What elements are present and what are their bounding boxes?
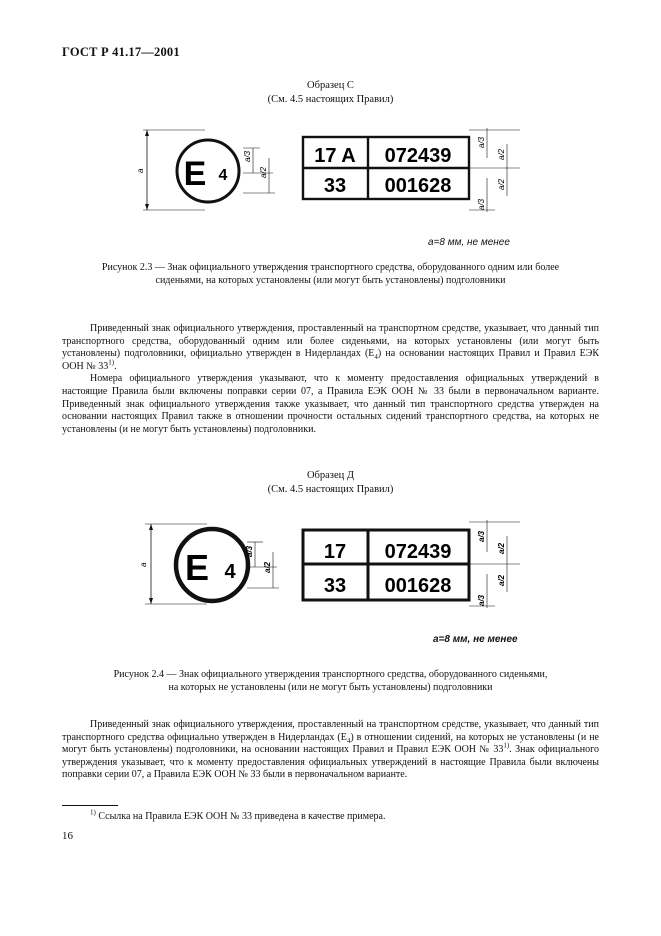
arrow-top (145, 130, 149, 136)
box-row2-left: 33 (323, 575, 347, 597)
document-header: ГОСТ Р 41.17—2001 (62, 45, 180, 59)
sample-d-title: Образец Д (306, 470, 355, 481)
box-dim-a2-top: a/2 (497, 542, 506, 554)
box-row2-right: 001628 (384, 175, 452, 197)
footnote (90, 808, 386, 822)
paragraph: Приведенный знак официального утверждения, проставленный на транспортном средстве, указывает, что данный тип транспортного средства, оборудованный одним или более сиденьями, на которых установлены (или могут быть установлены) подголовники, официально утвержден в Нидерландах $(E_4)$ на основании настоящих Правил и Правил ЕЭК ООН № 33$^{1)}$. (62, 323, 599, 372)
emblem-number: 4 (224, 561, 236, 583)
box-dim-a3-bottom: a/3 (477, 198, 486, 210)
sample-c-ref: (См. 4.5 настоящих Правил) (267, 94, 394, 105)
emblem-letter: E (183, 155, 207, 193)
footnote-mark: 1) (90, 808, 96, 817)
explanation-sample-d (62, 719, 599, 782)
box-dim-a3-top: a/3 (477, 136, 486, 148)
dim-label-a: a (139, 562, 148, 567)
sample-c-title: Образец С (307, 80, 354, 91)
box-dim-a3-top: a/3 (477, 530, 486, 542)
arrow-bottom (145, 204, 149, 210)
caption-line: на которых не установлены (или не могут быть установлены) подголовники (168, 681, 493, 693)
sample-c-heading (0, 79, 661, 107)
dim-label-a2-emblem: a/2 (263, 561, 272, 573)
sample-c-size-note: a=8 мм, не менее (428, 237, 510, 248)
caption-line: сиденьями, на которых установлены (или могут быть установлены) подголовники (155, 274, 506, 286)
paragraph: Приведенный знак официального утверждения, проставленный на транспортном средстве, указывает, что данный тип транспортного средства официально утвержден в Нидерландах $(E_4)$ в отношении сидений, на которых не установлены (и не могут быть установлены) подголовники, на основании настоящих Правил и Правил ЕЭК ООН № 33$^{1)}$. Знак официального утверждения указывает, что к моменту предоставления официальных утверждений в настоящие Правила были включены поправки серии 07, а Правила ЕЭК ООН № 33 были в первоначальном варианте. (62, 719, 599, 781)
figure-2-4 (135, 512, 535, 612)
figure-2-4-caption (40, 669, 621, 694)
box-row1-left: 17 A (314, 145, 356, 167)
caption-line: Рисунок 2.4 — Знак официального утверждения транспортного средства, оборудованного сиденьями, (113, 669, 548, 680)
sample-d-ref: (См. 4.5 настоящих Правил) (267, 484, 394, 495)
caption-line: Рисунок 2.3 — Знак официального утверждения транспортного средства, оборудованного одним или более (101, 262, 560, 273)
dim-label-a3-emblem: a/3 (243, 150, 252, 162)
explanation-sample-c (62, 323, 599, 436)
footnote-rule (62, 805, 118, 806)
dim-label-a: a (136, 168, 145, 173)
box-row1-right: 072439 (384, 541, 452, 563)
paragraph: Номера официального утверждения указывают, что к моменту предоставления официальных утверждений в настоящие Правила были включены поправки серии 07, а Правила ЕЭК ООН № 33 были в первоначальном варианте. Приведенный знак официального утверждения также указывает, что данный тип транспортного средства утвержден на основании настоящих Правил также в отношении прочности остальных сидений транспортного средства, на которых не установлены (и не могут быть установлены) подголовники. (62, 373, 599, 435)
box-row1-left: 17 (323, 541, 347, 563)
box-row1-right: 072439 (384, 145, 452, 167)
box-dim-a2-bottom: a/2 (497, 574, 506, 586)
box-row2-right: 001628 (384, 575, 452, 597)
page-number: 16 (62, 830, 73, 842)
box-dim-a3-bottom: a/3 (477, 594, 486, 606)
sample-d-heading (0, 469, 661, 497)
figure-2-3 (135, 120, 535, 220)
footnote-text: Ссылка на Правила ЕЭК ООН № 33 приведена в качестве примера. (95, 811, 386, 822)
dim-label-a3-emblem: a/3 (245, 545, 254, 557)
figure-2-3-caption (40, 262, 621, 287)
box-row2-left: 33 (323, 175, 347, 197)
sample-d-size-note: a=8 мм, не менее (433, 634, 518, 645)
box-dim-a2-top: a/2 (497, 148, 506, 160)
emblem-number: 4 (218, 167, 228, 184)
dim-label-a2-emblem: a/2 (259, 166, 268, 178)
box-dim-a2-bottom: a/2 (497, 178, 506, 190)
emblem-letter: E (184, 547, 210, 588)
